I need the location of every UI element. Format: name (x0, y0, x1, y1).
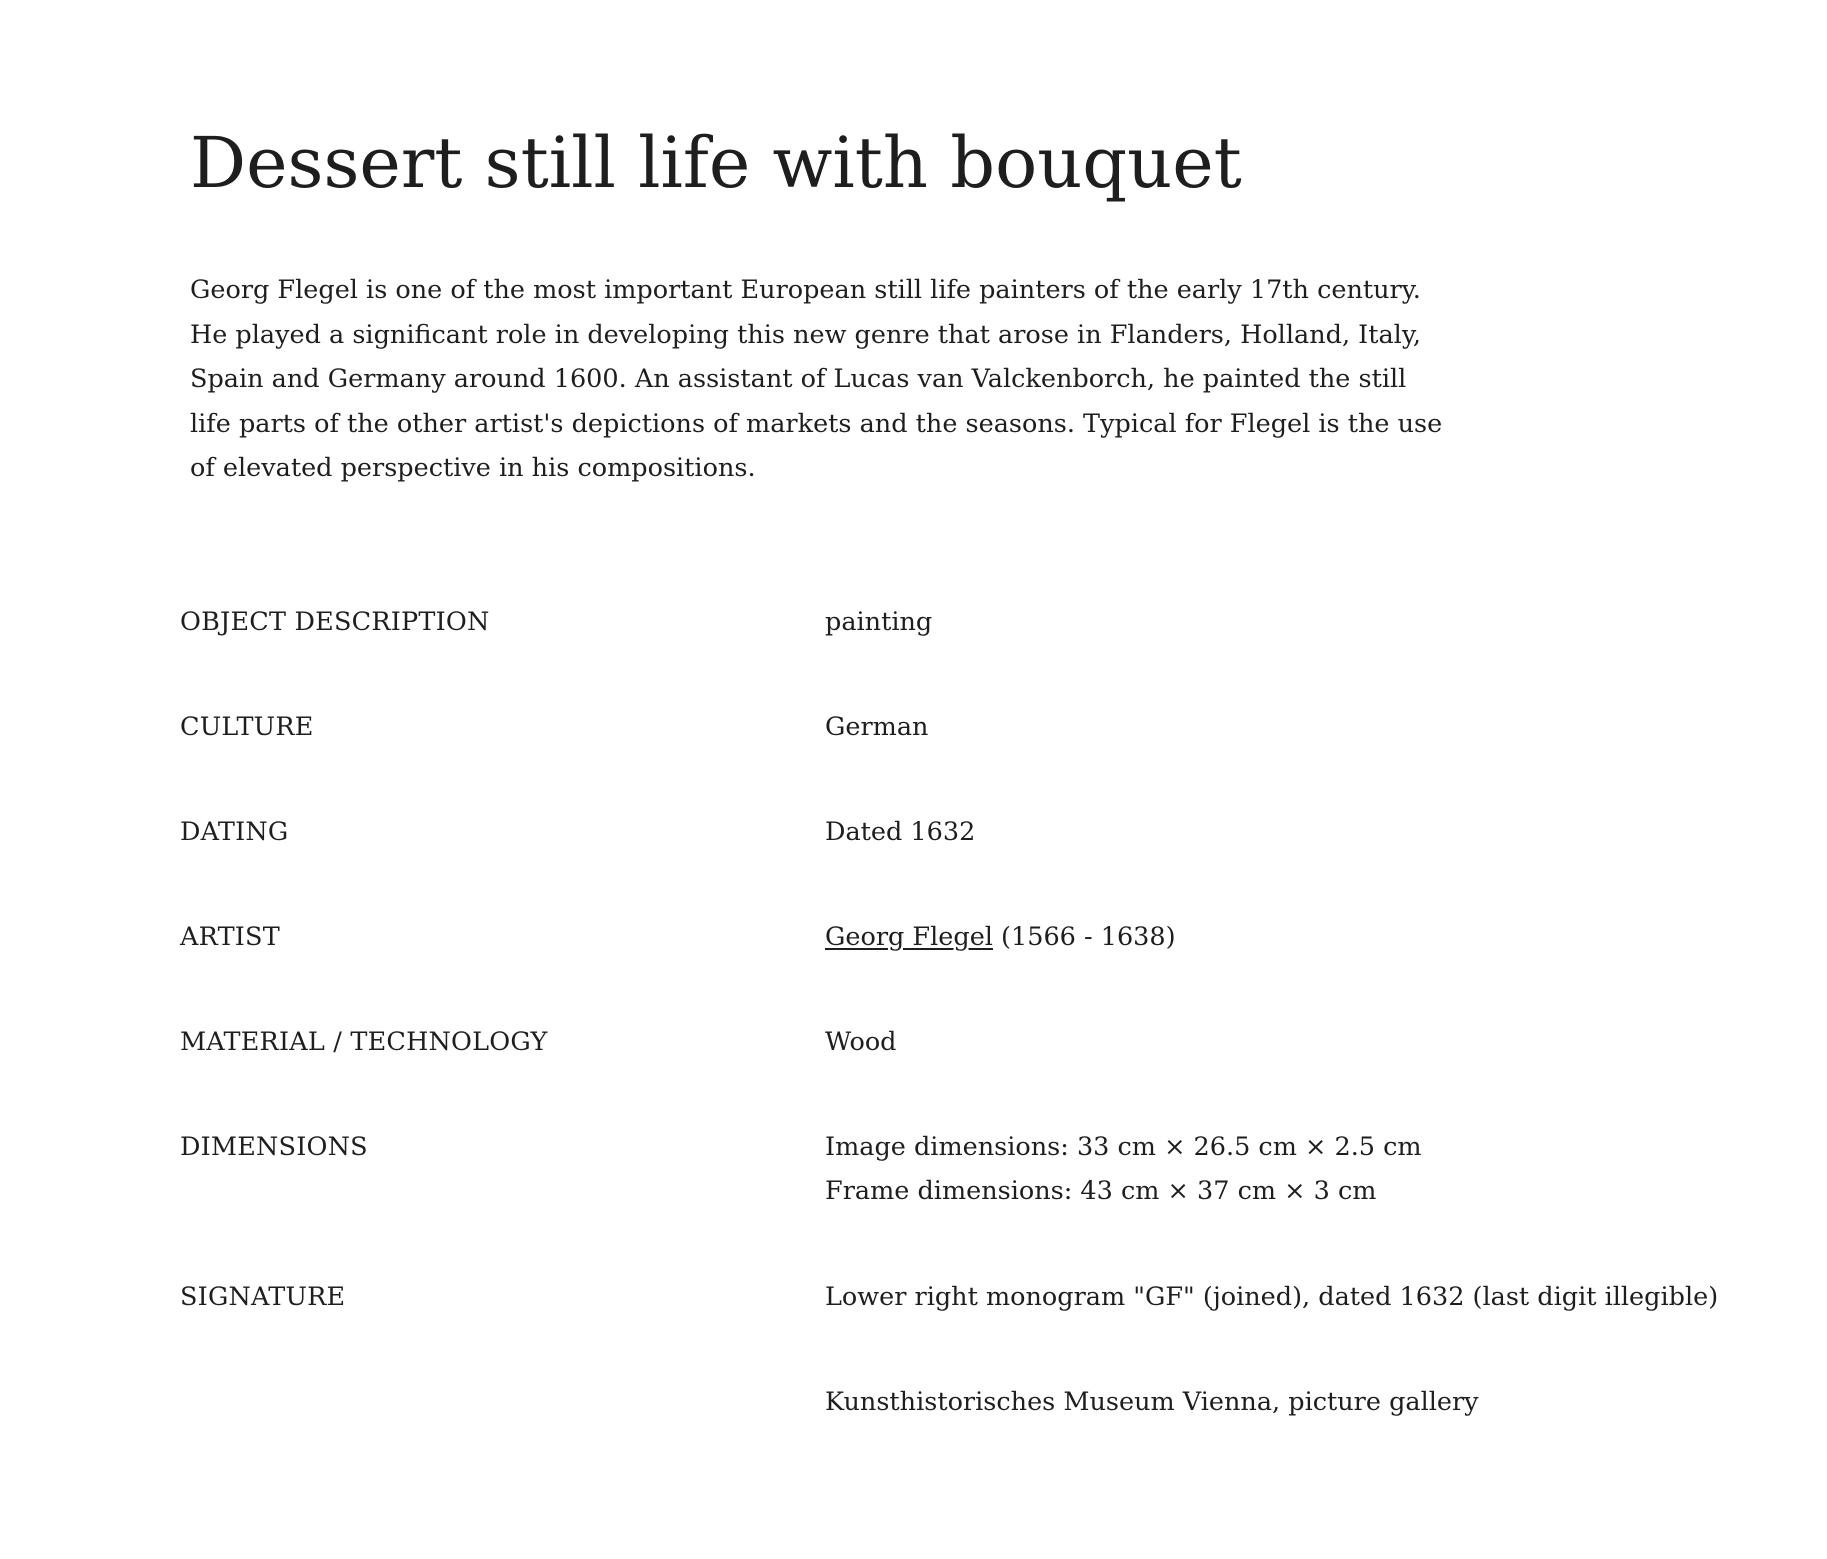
artist-label: ARTIST (180, 922, 280, 952)
object-description-label: OBJECT DESCRIPTION (180, 607, 490, 637)
culture-label: CULTURE (180, 712, 314, 742)
location-value: Kunsthistorisches Museum Vienna, picture gallery (825, 1387, 1479, 1417)
page-title: Dessert still life with bouquet (190, 122, 1242, 204)
culture-value: German (825, 712, 929, 742)
artwork-description: Georg Flegel is one of the most important European still life painters of the early 17th century. He played a significant role in developing this new genre that arose in Flanders, Holland, Italy, Spain and Germany around 1600. An assistant of Lucas van Valckenborch, he painted the still life parts of the other artist's depictions of markets and the seasons. Typical for Flegel is the use of elevated perspective in his compositions. (190, 275, 1443, 483)
material-label: MATERIAL / TECHNOLOGY (180, 1027, 548, 1057)
dating-label: DATING (180, 817, 289, 847)
dimensions-value (825, 1125, 1422, 1213)
frame-dimensions: Frame dimensions: 43 cm × 37 cm × 3 cm (825, 1176, 1377, 1206)
image-dimensions: Image dimensions: 33 cm × 26.5 cm × 2.5 cm (825, 1132, 1422, 1162)
signature-value: Lower right monogram "GF" (joined), dated 1632 (last digit illegible) (825, 1282, 1719, 1312)
object-description-value: painting (825, 607, 933, 637)
artist-link[interactable]: Georg Flegel (825, 922, 993, 952)
artist-years: (1566 - 1638) (992, 922, 1176, 952)
material-value: Wood (825, 1027, 897, 1057)
dating-value: Dated 1632 (825, 817, 976, 847)
dimensions-label: DIMENSIONS (180, 1132, 368, 1162)
artist-value (825, 915, 1176, 959)
signature-label: SIGNATURE (180, 1282, 346, 1312)
